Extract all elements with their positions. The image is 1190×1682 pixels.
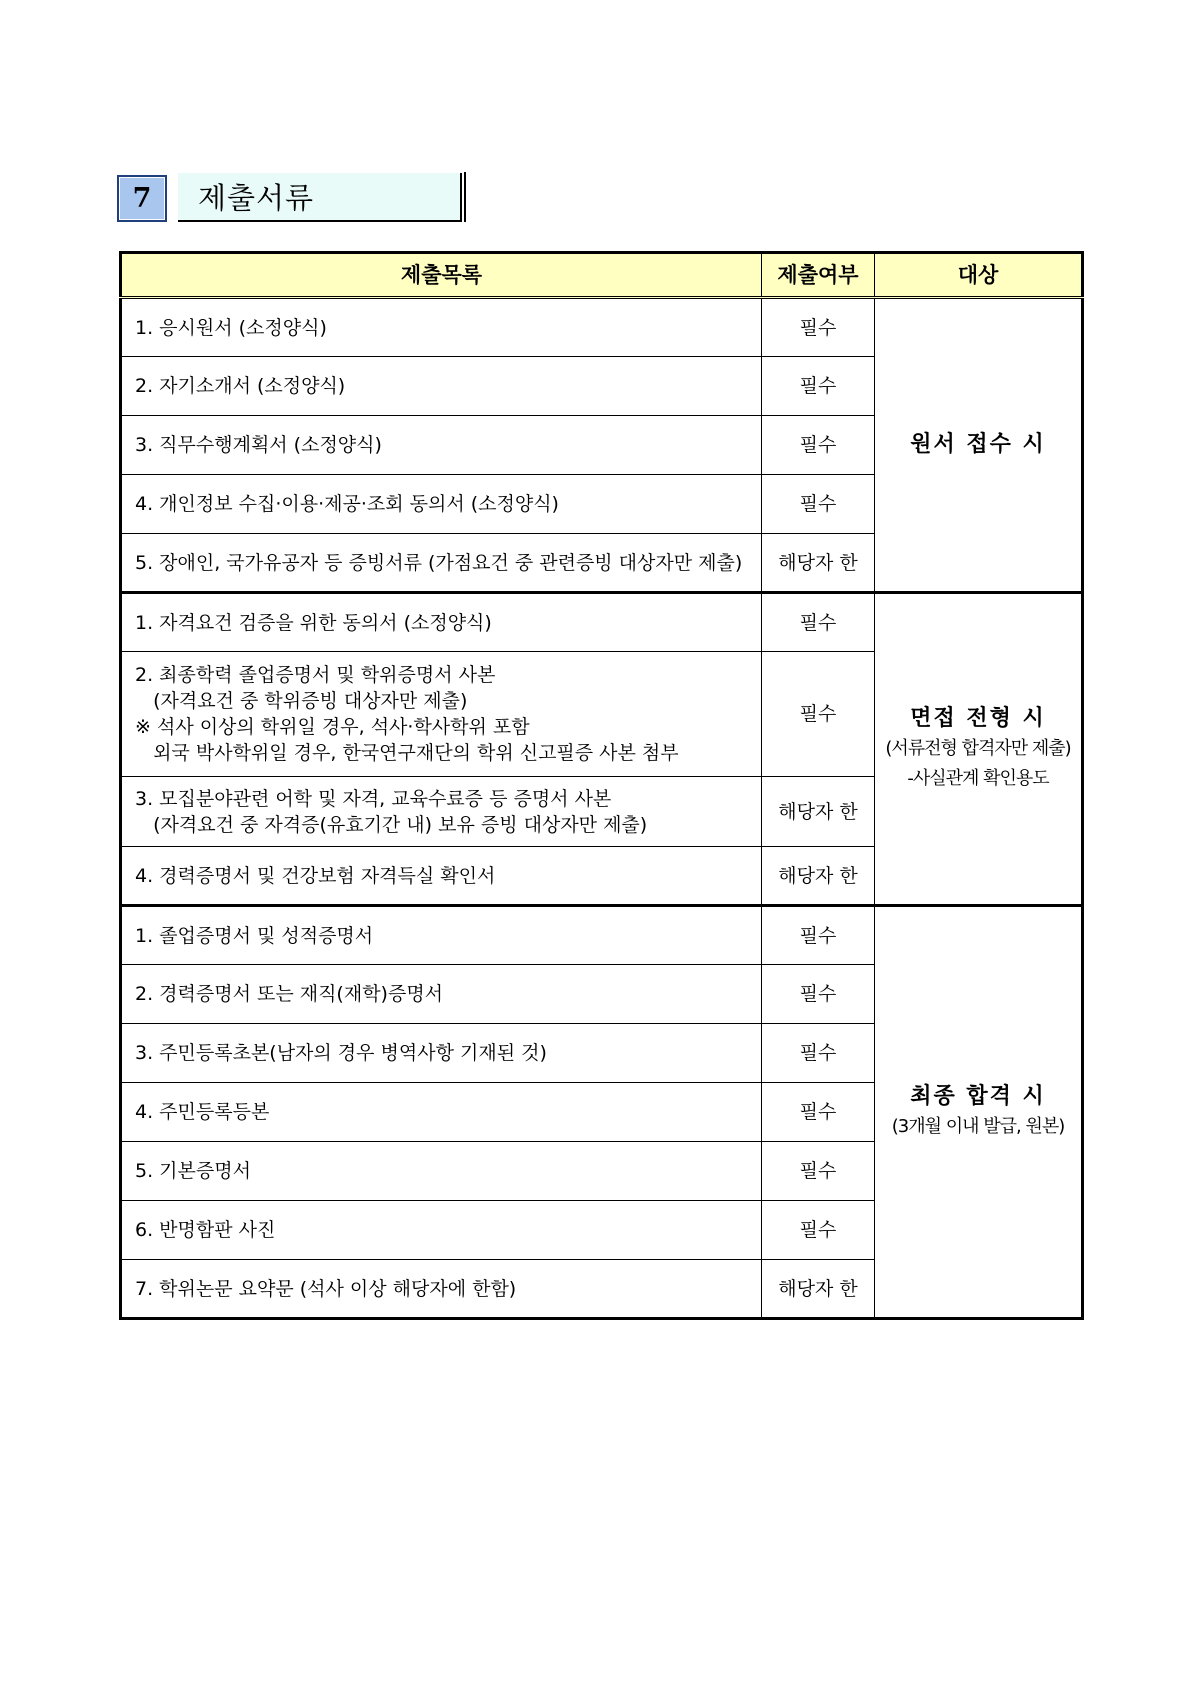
table-body [121,298,1083,1319]
required-status-cell: 필수 [762,1083,875,1142]
document-item-line: 6. 반명함판 사진 [135,1219,276,1241]
document-item-line: 7. 학위논문 요약문 (석사 이상 해당자에 한함) [135,1277,517,1300]
document-item-cell [121,1260,762,1319]
document-item-cell [121,1142,762,1201]
header-required: 제출여부 [762,253,875,298]
required-status-cell: 필수 [762,475,875,534]
target-stage-cell [875,298,1083,593]
document-item-cell [121,416,762,475]
required-status-cell: 필수 [762,906,875,965]
required-status-cell: 필수 [762,965,875,1024]
document-item-line: 2. 자기소개서 (소정양식) [135,375,346,397]
section-title: 제출서류 [178,173,462,222]
document-item-cell [121,357,762,416]
document-item-cell [121,1024,762,1083]
document-item-line: 3. 직무수행계획서 (소정양식) [135,434,382,456]
document-item-line: 1. 졸업증명서 및 성적증명서 [135,924,374,947]
document-item-cell [121,777,762,847]
document-item-line: 2. 경력증명서 또는 재직(재학)증명서 [135,983,444,1005]
table-header-row [121,253,1083,298]
documents-table [119,251,1084,1320]
required-status-cell: 해당자 한 [762,777,875,847]
document-item-cell [121,847,762,906]
document-item-cell [121,298,762,357]
document-item-cell [121,965,762,1024]
document-item-line: (자격요건 중 학위증빙 대상자만 제출) [135,690,468,712]
document-item-cell [121,593,762,652]
document-item-line: 4. 주민등록등본 [135,1101,270,1123]
document-item-line: 외국 박사학위일 경우, 한국연구재단의 학위 신고필증 사본 첨부 [135,742,679,764]
table-row [121,906,1083,965]
target-stage-cell [875,906,1083,1319]
document-item-line: ※ 석사 이상의 학위일 경우, 석사·학사학위 포함 [135,716,530,738]
table-row [121,593,1083,652]
required-status-cell: 해당자 한 [762,1260,875,1319]
target-stage-label: 면접 전형 시 [910,706,1046,731]
target-stage-label: 원서 접수 시 [910,432,1046,457]
required-status-cell: 필수 [762,298,875,357]
target-stage-cell [875,593,1083,906]
target-stage-note: -사실관계 확인용도 [907,768,1049,789]
document-item-line: 1. 응시원서 (소정양식) [135,316,327,339]
document-item-cell [121,1083,762,1142]
required-status-cell: 필수 [762,593,875,652]
document-item-cell [121,906,762,965]
document-item-cell [121,1201,762,1260]
document-item-line: (자격요건 중 자격증(유효기간 내) 보유 증빙 대상자만 제출) [135,813,648,836]
required-status-cell: 필수 [762,652,875,777]
required-status-cell: 필수 [762,1201,875,1260]
table-row [121,298,1083,357]
required-status-cell: 해당자 한 [762,534,875,593]
header-item: 제출목록 [121,253,762,298]
required-status-cell: 필수 [762,357,875,416]
required-status-cell: 필수 [762,1024,875,1083]
required-status-cell: 필수 [762,416,875,475]
document-item-line: 3. 모집분야관련 어학 및 자격, 교육수료증 등 증명서 사본 [135,787,612,810]
document-item-cell [121,475,762,534]
target-stage-label: 최종 합격 시 [910,1084,1046,1109]
document-item-line: 1. 자격요건 검증을 위한 동의서 (소정양식) [135,611,492,634]
document-item-line: 5. 기본증명서 [135,1160,251,1182]
document-item-cell [121,534,762,593]
document-item-line: 4. 개인정보 수집·이용·제공·조회 동의서 (소정양식) [135,493,559,515]
document-item-line: 4. 경력증명서 및 건강보험 자격득실 확인서 [135,864,496,887]
document-item-cell [121,652,762,777]
required-status-cell: 해당자 한 [762,847,875,906]
section-number-badge: 7 [117,175,167,222]
document-item-line: 3. 주민등록초본(남자의 경우 병역사항 기재된 것) [135,1042,547,1064]
required-status-cell: 필수 [762,1142,875,1201]
document-item-line: 2. 최종학력 졸업증명서 및 학위증명서 사본 [135,664,496,686]
document-item-line: 5. 장애인, 국가유공자 등 증빙서류 (가점요건 중 관련증빙 대상자만 제출) [135,551,743,574]
target-stage-note: (3개월 이내 발급, 원본) [891,1116,1065,1137]
header-target: 대상 [875,253,1083,298]
target-stage-note: (서류전형 합격자만 제출) [885,738,1071,759]
